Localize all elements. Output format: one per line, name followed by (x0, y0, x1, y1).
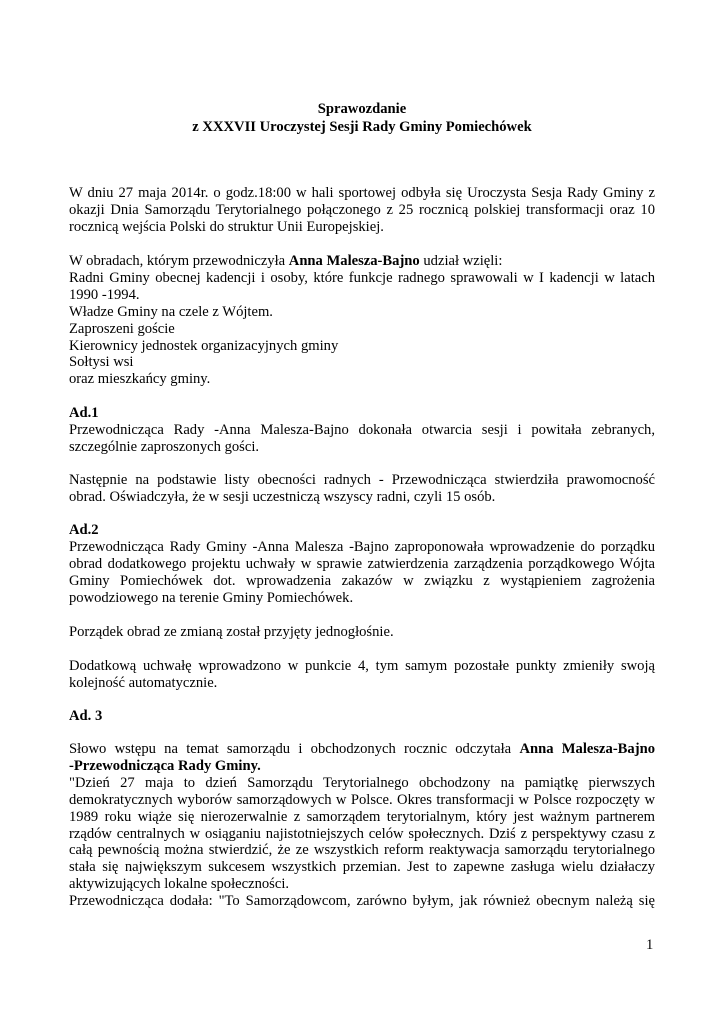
text-line: Przewodnicząca dodała: "To Samorządowcom, zarówno byłym, jak również obecnym należą się (69, 893, 655, 910)
text-line: "Dzień 27 maja to dzień Samorządu Terytorialnego obchodzony na pamiątkę pierwszych (69, 774, 655, 791)
text-line: stała się największym sukcesem wszystkich przemian. Jest to zapewne zasługa wielu działaczy (69, 859, 655, 876)
attendance-intro: W obradach, którym przewodniczyła Anna Malesza-Bajno udział wzięli: (69, 253, 503, 269)
section-heading: Ad. 3 (69, 708, 103, 724)
text-line: rocznicą wejścia Polski do struktur Unii Europejskiej. (69, 218, 384, 235)
text-line: 1989 roku wiąże się nierozerwalnie z samorządem terytorialnym, który jest ważnym partnerem (69, 808, 655, 825)
section-heading: Ad.2 (69, 522, 99, 538)
page-number: 1 (646, 937, 654, 953)
text-line: obrad. Oświadczyła, że w sesji uczestniczą wszyscy radni, czyli 15 osób. (69, 488, 496, 505)
text-line: Przewodnicząca Rady Gminy -Anna Malesza -Bajno zaproponowała wprowadzenie do porządku (69, 538, 655, 555)
ad2-section (69, 522, 655, 607)
text-line: całą pewnością można stwierdzić, że ze wszystkich reform reaktywacja samorządu terytorialnego (69, 842, 655, 859)
text-line: oraz mieszkańcy gminy. (69, 371, 211, 388)
text-line: Przewodnicząca Rady -Anna Malesza-Bajno dokonała otwarcia sesji i powitała zebranych, (69, 421, 655, 438)
text-line: Porządek obrad ze zmianą został przyjęty jednogłośnie. (69, 624, 394, 640)
section-heading: Ad.1 (69, 405, 99, 421)
text-line: Dodatkową uchwałę wprowadzono w punkcie 4, tym samym pozostałe punkty zmieniły swoją (69, 658, 655, 674)
text-line: rządów centralnych w osiąganiu najistotniejszych celów społecznych. Dziś z perspektywy czasu z (69, 825, 655, 842)
speaker-role: -Przewodnicząca Rady Gminy. (69, 757, 261, 774)
ad2-approval (69, 624, 655, 641)
text-line: obrad dodatkowego projektu uchwały w sprawie zatwierdzenia zarządzenia porządkowego Wójta (69, 555, 655, 572)
text-line: Sołtysi wsi (69, 354, 134, 371)
text-line: aktywizujących lokalne społeczności. (69, 876, 290, 893)
ad3-section (69, 741, 655, 910)
speaker-name: Anna Malesza-Bajno (519, 741, 655, 757)
text-line: Zaproszeni goście (69, 320, 175, 337)
text-line: powodziowego na terenie Gminy Pomiechówek. (69, 589, 354, 606)
text-line: okazji Dnia Samorządu Terytorialnego połączonego z 25 rocznicą polskiej transformacji oraz 10 (69, 201, 655, 218)
text-line: Gminy Pomiechówek dot. wprowadzenia zakazów w związku z wystąpieniem zagrożenia (69, 572, 655, 589)
document-title: Sprawozdanie (317, 101, 407, 117)
ad3-intro-line: Słowo wstępu na temat samorządu i obchodzonych rocznic odczytała Anna Malesza-Bajno (69, 741, 655, 757)
chairperson-name: Anna Malesza-Bajno (288, 253, 420, 269)
text-line: Kierownicy jednostek organizacyjnych gminy (69, 337, 339, 354)
ad1-section (69, 405, 655, 456)
text-line: Władze Gminy na czele z Wójtem. (69, 303, 273, 320)
ad3-heading-block (69, 708, 655, 725)
ad2-resolution-paragraph (69, 658, 655, 692)
text-line: kolejność automatycznie. (69, 674, 218, 691)
text-line: 1990 -1994. (69, 286, 140, 303)
text-line: Następnie na podstawie listy obecności radnych - Przewodnicząca stwierdziła prawomocność (69, 472, 655, 488)
text-line: szczególnie zaproszonych gości. (69, 438, 260, 455)
text-line: demokratycznych wyborów samorządowych w Polsce. Okres transformacji w Polsce rozpoczęty w (69, 791, 655, 808)
document-subtitle: z XXXVII Uroczystej Sesji Rady Gminy Pomiechówek (192, 119, 532, 135)
text-line: Radni Gminy obecnej kadencji i osoby, które funkcje radnego sprawowali w I kadencji w latach (69, 269, 655, 286)
ad1-quorum-paragraph (69, 472, 655, 506)
intro-paragraph (69, 185, 655, 236)
attendance-paragraph (69, 253, 655, 388)
text-line: W dniu 27 maja 2014r. o godz.18:00 w hali sportowej odbyła się Uroczysta Sesja Rady Gminy z (69, 185, 655, 201)
